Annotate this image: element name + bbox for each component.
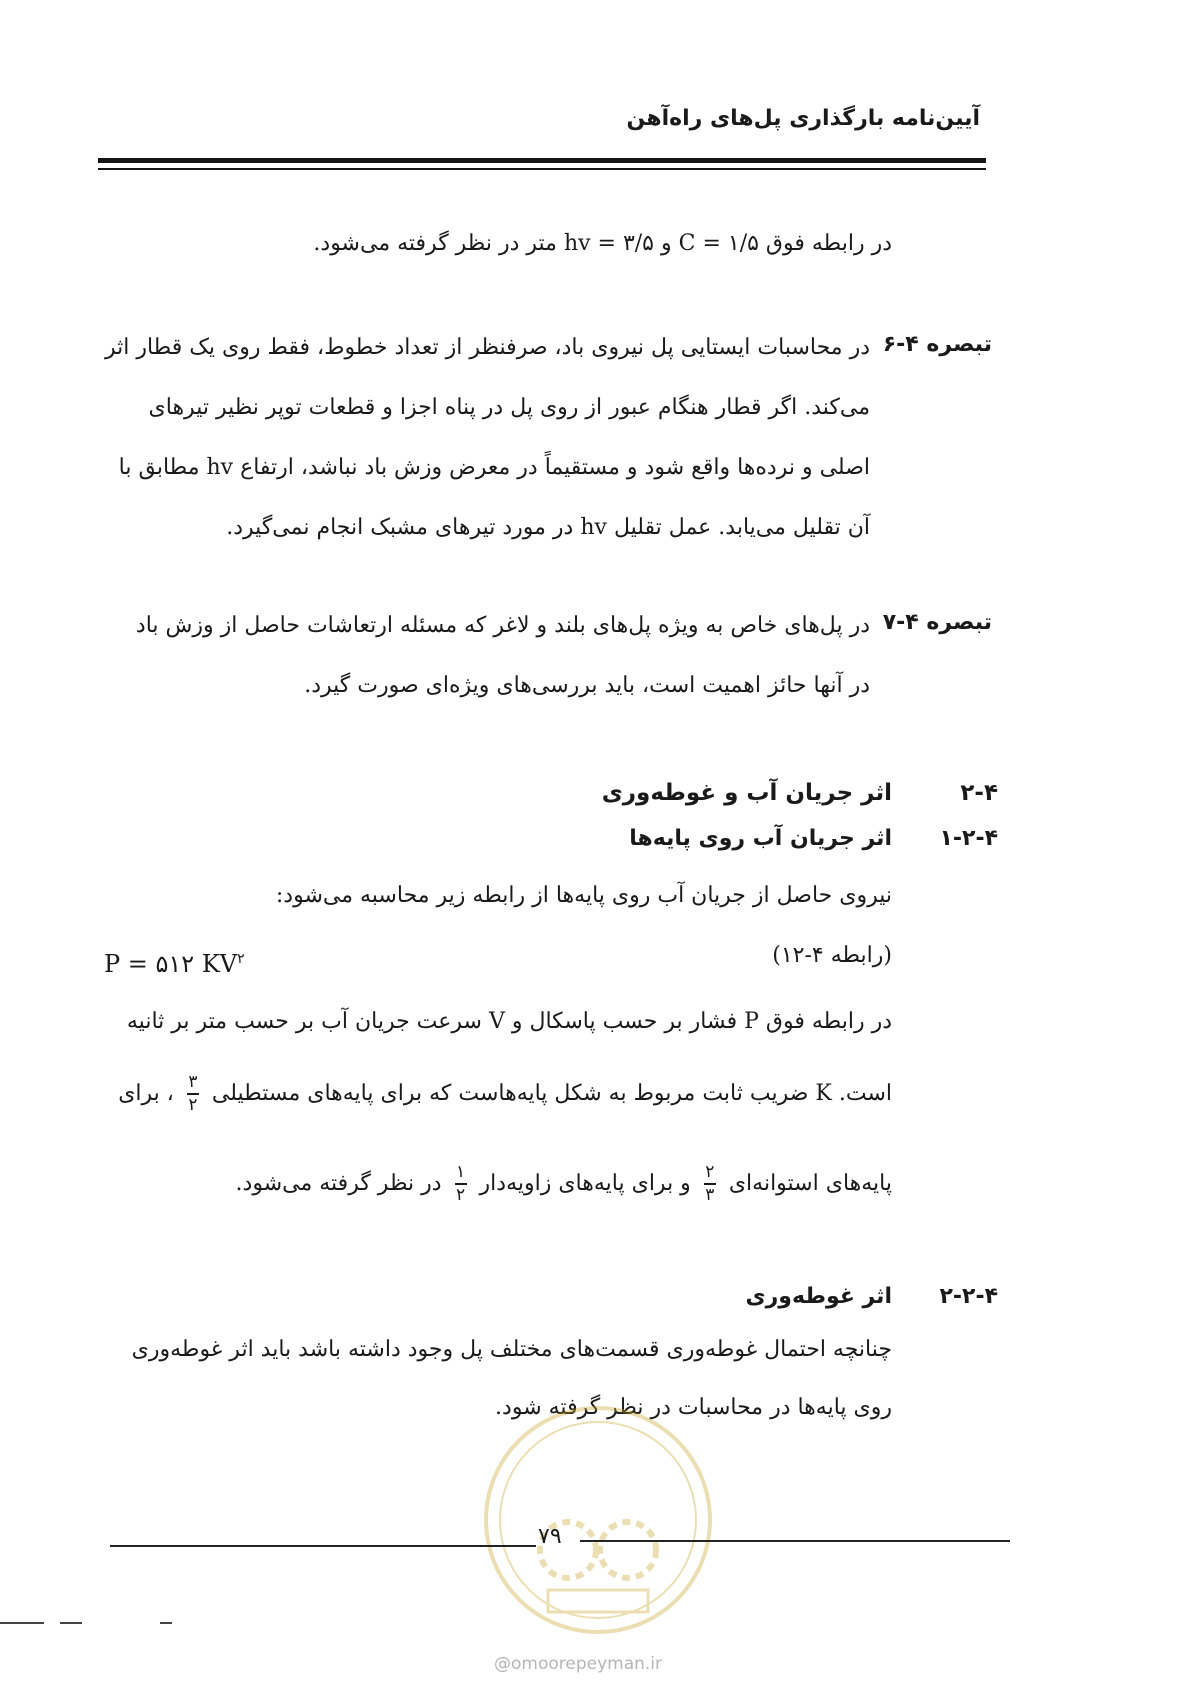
equation-reference: (رابطه ۴-۱۲) xyxy=(772,943,892,968)
section-2-title: اثر جریان آب و غوطه‌وری xyxy=(601,780,892,806)
note-6-label: تبصره ۴-۶ xyxy=(882,332,992,357)
equation-base: P = ۵۱۲ KV xyxy=(104,950,238,978)
section-2-2-number: ۲-۲-۴ xyxy=(939,1284,998,1309)
note-6-line-4: آن تقلیل می‌یابد. عمل تقلیل hv در مورد تیرهای مشبک انجام نمی‌گیرد. xyxy=(226,515,870,540)
intro-line: در رابطه فوق C = ۱/۵ و hv = ۳/۵ متر در نظر گرفته می‌شود. xyxy=(313,231,892,256)
fraction-numerator: ۲ xyxy=(705,1162,715,1182)
section-2-1-line-5 xyxy=(236,1164,892,1204)
fraction-rectangular xyxy=(187,1074,199,1114)
margin-mark xyxy=(160,1622,172,1624)
line-5-text-a: پایه‌های استوانه‌ای xyxy=(728,1170,892,1196)
line-5-text-c: در نظر گرفته می‌شود. xyxy=(235,1170,442,1196)
header-rule-thin xyxy=(98,168,986,170)
section-2-2-line-2: روی پایه‌ها در محاسبات در نظر گرفته شود. xyxy=(495,1395,892,1420)
fraction-cylindrical xyxy=(704,1164,716,1204)
line-4-text-a: است. K ضریب ثابت مربوط به شکل پایه‌هاست که برای پایه‌های مستطیلی xyxy=(211,1080,892,1106)
section-2-2-title: اثر غوطه‌وری xyxy=(745,1284,892,1309)
note-7-line-1: در پل‌های خاص به ویژه پل‌های بلند و لاغر که مسئله ارتعاشات حاصل از وزش باد xyxy=(135,613,870,638)
margin-mark xyxy=(0,1622,44,1624)
section-2-1-title: اثر جریان آب روی پایه‌ها xyxy=(629,826,892,851)
section-2-1-line-1: نیروی حاصل از جریان آب روی پایه‌ها از رابطه زیر محاسبه می‌شود: xyxy=(275,883,892,908)
fraction-numerator: ۳ xyxy=(188,1072,198,1092)
section-2-number: ۲-۴ xyxy=(960,780,998,806)
fraction-denominator: ۲ xyxy=(188,1094,198,1115)
header-rule-thick xyxy=(98,158,986,163)
fraction-angular xyxy=(455,1164,467,1204)
note-7-label: تبصره ۴-۷ xyxy=(882,610,992,635)
note-6-line-2: می‌کند. اگر قطار هنگام عبور از روی پل در پناه اجزا و قطعات توپر نظیر تیرهای xyxy=(148,395,870,420)
watermark-text: @omoorepeyman.ir xyxy=(494,1654,663,1674)
note-6-line-3: اصلی و نرده‌ها واقع شود و مستقیماً در معرض وزش باد نباشد، ارتفاع hv مطابق با xyxy=(118,455,870,480)
footer-rule-right xyxy=(580,1540,1010,1542)
equation-exponent: ۲ xyxy=(237,951,245,967)
footer-rule-left xyxy=(110,1545,536,1547)
note-6-line-1: در محاسبات ایستایی پل نیروی باد، صرفنظر از تعداد خطوط، فقط روی یک قطار اثر xyxy=(104,335,870,360)
section-2-1-number: ۱-۲-۴ xyxy=(939,826,998,851)
watermark-stamp xyxy=(478,1400,718,1640)
fraction-denominator: ۳ xyxy=(705,1184,715,1205)
section-2-1-line-4 xyxy=(118,1074,892,1114)
line-5-text-b: و برای پایه‌های زاویه‌دار xyxy=(479,1170,691,1196)
fraction-numerator: ۱ xyxy=(455,1162,466,1182)
fraction-denominator: ۲ xyxy=(455,1184,466,1205)
line-4-text-b: ، برای xyxy=(118,1080,174,1106)
note-7-line-2: در آنها حائز اهمیت است، باید بررسی‌های ویژه‌ای صورت گیرد. xyxy=(304,673,870,698)
section-2-1-line-3: در رابطه فوق P فشار بر حسب پاسکال و V سرعت جریان آب بر حسب متر بر ثانیه xyxy=(126,1009,892,1034)
section-2-2-line-1: چنانچه احتمال غوطه‌وری قسمت‌های مختلف پل وجود داشته باشد باید اثر غوطه‌وری xyxy=(131,1337,892,1362)
equation xyxy=(104,950,245,978)
margin-mark xyxy=(60,1622,82,1624)
running-header: آیین‌نامه بارگذاری پل‌های راه‌آهن xyxy=(626,106,980,131)
page-number: ۷۹ xyxy=(538,1524,562,1549)
